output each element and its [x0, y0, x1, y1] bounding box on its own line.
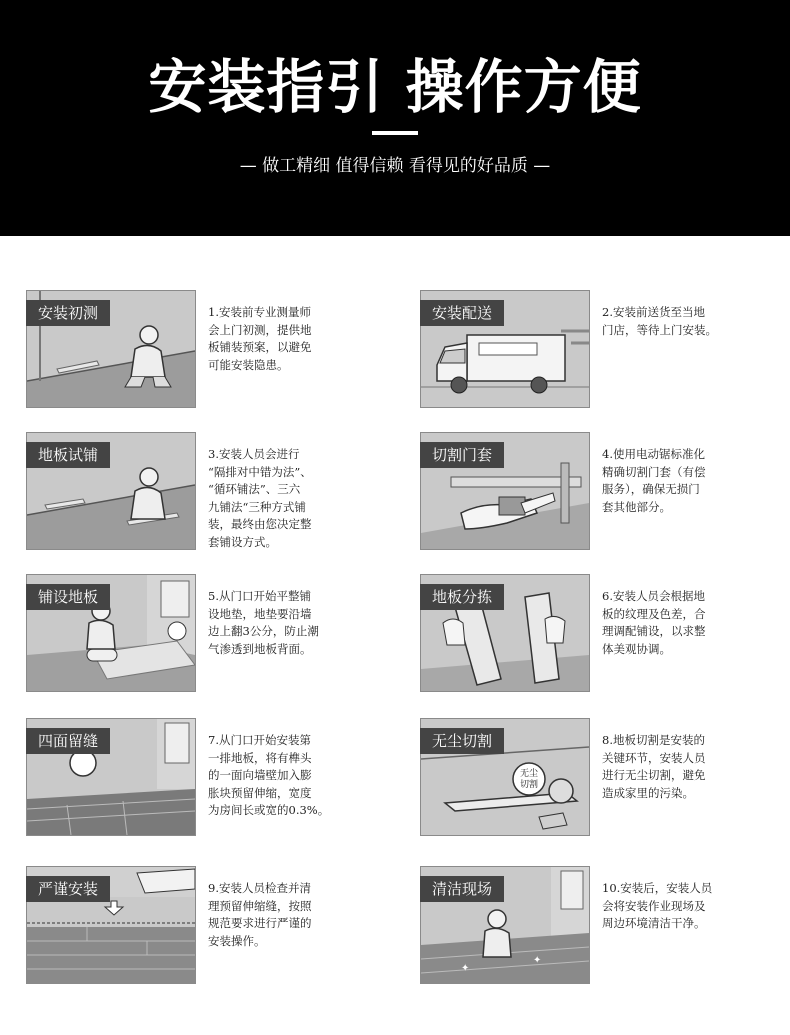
step-2-label: 安装配送	[420, 300, 504, 326]
step-card-3	[26, 432, 396, 550]
step-8-label: 无尘切割	[420, 728, 504, 754]
step-4-description: 4.使用电动锯标准化 精确切割门套（有偿 服务），确保无损门 套其他部分。	[602, 447, 706, 514]
step-card-10	[420, 866, 790, 984]
step-card-6	[420, 574, 790, 692]
step-3-description: 3.安装人员会进行 “隔排对中错为法”、 “循环铺法”、三六 九铺法“三种方式铺 装，最终由您决定整 套铺设方式。	[208, 447, 312, 549]
step-1-label: 安装初测	[26, 300, 110, 326]
step-1-description: 1.安装前专业测量师 会上门初测，提供地 板铺装预案，以避免 可能安装隐患。	[208, 305, 312, 372]
step-card-5	[26, 574, 396, 692]
page-title: 安装指引 操作方便	[148, 53, 642, 121]
step-8-description: 8.地板切割是安装的 关键环节，安装人员 进行无尘切割，避免 造成家里的污染。	[602, 733, 706, 800]
step-2-description: 2.安装前送货至当地 门店，等待上门安装。	[602, 305, 717, 337]
step-card-4	[420, 432, 790, 550]
step-3-label: 地板试铺	[26, 442, 110, 468]
sparkle-icon: ✦	[461, 963, 470, 974]
step-5-label: 铺设地板	[26, 584, 110, 610]
step-card-8	[420, 718, 790, 836]
step-6-label: 地板分拣	[420, 584, 504, 610]
dust-free-badge-line-1: 无尘	[519, 769, 539, 779]
step-7-label: 四面留缝	[26, 728, 110, 754]
step-9-description: 9.安装人员检查并清 理预留伸缩缝，按照 规范要求进行严谨的 安装操作。	[208, 881, 312, 948]
step-card-1	[26, 290, 396, 408]
step-4-label: 切割门套	[420, 442, 504, 468]
step-10-description: 10.安装后，安装人员 会将安装作业现场及 周边环境清洁干净。	[602, 881, 713, 930]
title-underline	[372, 131, 418, 135]
header-banner	[0, 0, 790, 236]
step-6-description: 6.安装人员会根据地 板的纹理及色差，合 理调配铺设，以求整 体美观协调。	[602, 589, 706, 656]
step-9-label: 严谨安装	[26, 876, 110, 902]
dust-free-badge-line-2: 切割	[519, 780, 539, 790]
step-7-description: 7.从门口开始安装第 一排地板，将有榫头 的一面向墙壁加入膨 胀块预留伸缩，宽度 为房间长或宽的0.3%。	[208, 733, 330, 817]
step-card-9	[26, 866, 396, 984]
step-5-description: 5.从门口开始平整铺 设地垫，地垫要沿墙 边上翻3公分，防止潮 气渗透到地板背面。	[208, 589, 319, 656]
page-subtitle: — 做工精细 值得信赖 看得见的好品质 —	[239, 156, 551, 176]
sparkle-icon: ✦	[533, 955, 542, 966]
step-10-label: 清洁现场	[420, 876, 504, 902]
step-card-7	[26, 718, 396, 836]
step-card-2	[420, 290, 790, 408]
